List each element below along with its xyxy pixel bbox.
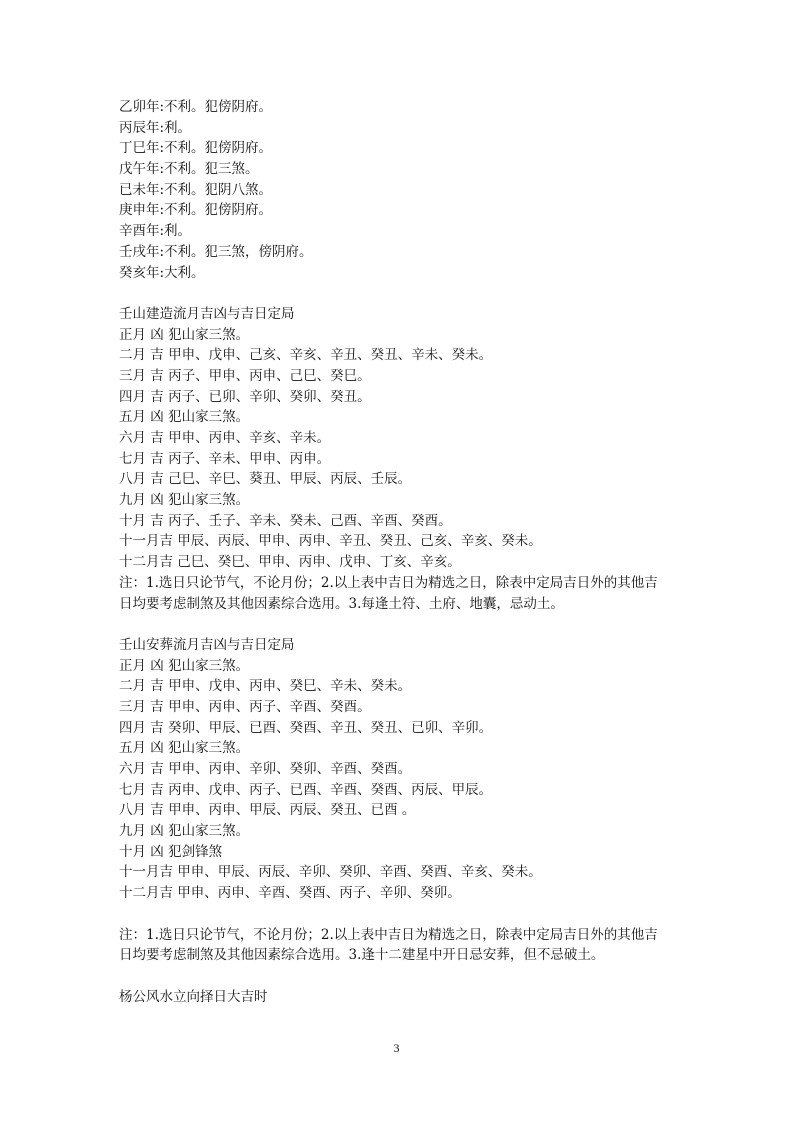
construction-section — [119, 304, 719, 614]
month-line: 十一月吉 甲申、甲辰、丙辰、辛卯、癸卯、辛酉、癸酉、辛亥、癸未。 — [119, 864, 542, 881]
year-line: 壬戌年:不利。犯三煞，傍阴府。 — [119, 243, 313, 260]
construction-note-line: 日均要考虑制煞及其他因素综合选用。3.每逢土符、土府、地囊，忌动土。 — [119, 595, 564, 612]
month-line: 十一月吉 甲辰、丙辰、甲申、丙申、辛丑、癸丑、己亥、辛亥、癸未。 — [119, 533, 542, 550]
month-line: 五月 凶 犯山家三煞。 — [119, 740, 250, 757]
month-line: 正月 凶 犯山家三煞。 — [119, 657, 250, 674]
month-line: 九月 凶 犯山家三煞。 — [119, 492, 250, 509]
month-line: 四月 吉 丙子、已卯、辛卯、癸卯、癸丑。 — [119, 388, 371, 405]
month-line: 三月 吉 丙子、甲申、丙申、己巳、癸巳。 — [119, 367, 371, 384]
month-line: 七月 吉 丙申、戊申、丙子、已酉、辛酉、癸酉、丙辰、甲辰。 — [119, 781, 493, 798]
month-line: 六月 吉 甲申、丙申、辛亥、辛未。 — [119, 430, 331, 446]
year-line: 癸亥年:大利。 — [119, 264, 205, 281]
spacer — [119, 966, 719, 987]
month-line: 十二月吉 甲申、丙申、辛酉、癸酉、丙子、辛卯、癸卯。 — [119, 885, 461, 902]
spacer — [119, 283, 719, 304]
month-line: 四月 吉 癸卯、甲辰、已酉、癸酉、辛丑、癸丑、已卯、辛卯。 — [119, 719, 493, 736]
document-page — [119, 97, 719, 1007]
month-line: 正月 凶 犯山家三煞。 — [119, 326, 250, 343]
year-line: 乙卯年:不利。犯傍阴府。 — [119, 99, 273, 115]
year-list — [119, 97, 719, 283]
year-line: 庚申年:不利。犯傍阴府。 — [119, 202, 273, 219]
footer-section-title: 杨公风水立向择日大吉时 — [119, 988, 268, 1005]
spacer — [119, 614, 719, 635]
month-line: 二月 吉 甲申、戊申、丙申、癸巳、辛未、癸未。 — [119, 678, 412, 695]
month-line: 六月 吉 甲申、丙申、辛卯、癸卯、辛酉、癸酉。 — [119, 761, 412, 778]
construction-title: 壬山建造流月吉凶与吉日定局 — [119, 305, 295, 322]
burial-note-line: 日均要考虑制煞及其他因素综合选用。3.逢十二建星中开日忌安葬，但不忌破土。 — [119, 947, 605, 964]
year-line: 已未年:不利。犯阴八煞。 — [119, 181, 273, 198]
page-number: 3 — [393, 1041, 400, 1055]
construction-note-line: 注：1.选日只论节气，不论月份；2.以上表中吉日为精选之日，除表中定局吉日外的其他吉 — [119, 574, 658, 591]
year-line: 丙辰年:利。 — [119, 119, 192, 136]
month-line: 八月 吉 己巳、辛巳、葵丑、甲辰、丙辰、壬辰。 — [119, 471, 412, 488]
month-line: 七月 吉 丙子、辛未、甲申、丙申。 — [119, 450, 331, 467]
month-line: 十月 吉 丙子、壬子、辛未、癸未、己酉、辛酉、癸酉。 — [119, 512, 452, 529]
month-line: 八月 吉 甲申、丙申、甲辰、丙辰、癸丑、已酉 。 — [119, 802, 416, 819]
month-line: 五月 凶 犯山家三煞。 — [119, 409, 250, 426]
spacer — [119, 904, 719, 925]
burial-title: 壬山安葬流月吉凶与吉日定局 — [119, 636, 295, 653]
burial-section — [119, 635, 719, 966]
year-line: 戊午年:不利。犯三煞。 — [119, 161, 259, 178]
month-line: 十月 凶 犯剑锋煞 — [119, 843, 223, 860]
month-line: 三月 吉 甲申、丙申、丙子、辛酉、癸酉。 — [119, 698, 371, 715]
year-line: 辛酉年:利。 — [119, 223, 192, 240]
burial-note-line: 注：1.选日只论节气，不论月份；2.以上表中吉日为精选之日，除表中定局吉日外的其他吉 — [119, 926, 658, 943]
month-line: 九月 凶 犯山家三煞。 — [119, 823, 250, 840]
month-line: 十二月吉 己巳、癸巳、甲申、丙申、戊申、丁亥、辛亥。 — [119, 554, 461, 571]
month-line: 二月 吉 甲申、戊申、己亥、辛亥、辛丑、癸丑、辛未、癸未。 — [119, 347, 493, 364]
year-line: 丁巳年:不利。犯傍阴府。 — [119, 140, 273, 157]
